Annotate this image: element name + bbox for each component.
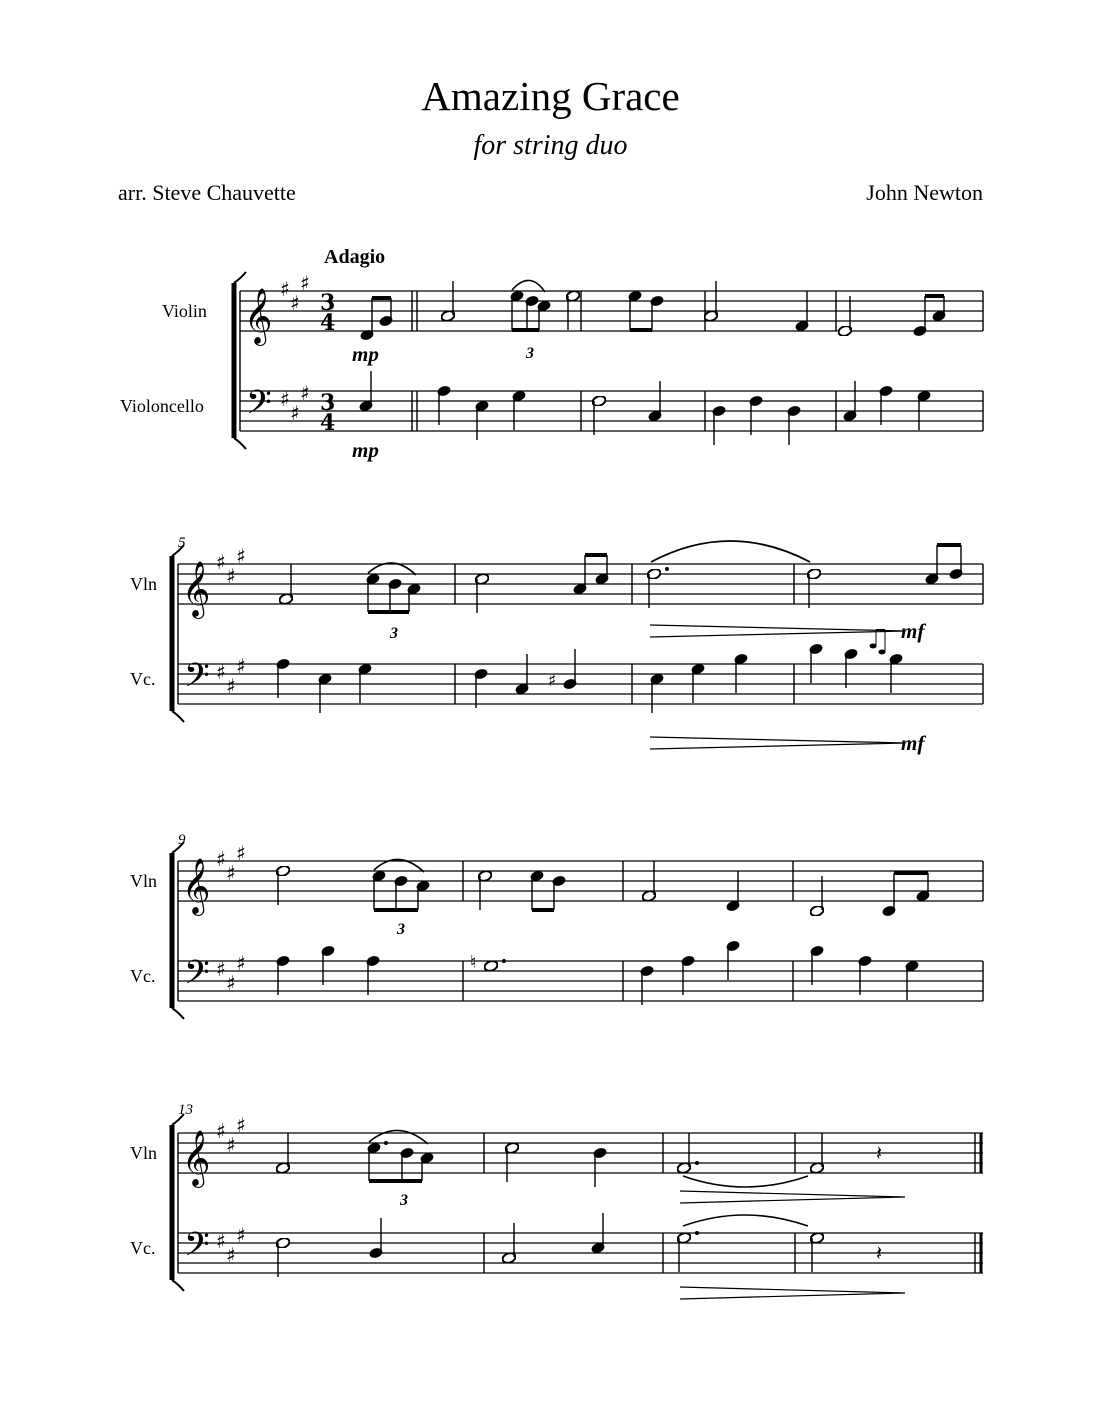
svg-text:♯: ♯ <box>216 847 226 871</box>
svg-text:♯: ♯ <box>280 277 290 301</box>
svg-text:♯: ♯ <box>236 544 246 568</box>
bass-clef: 𝄢 <box>246 384 272 430</box>
time-sig-top-cello: 3 <box>320 390 336 416</box>
svg-text:♯: ♯ <box>236 654 246 678</box>
svg-text:𝄞: 𝄞 <box>182 561 211 617</box>
svg-text:𝄽: 𝄽 <box>876 1141 883 1165</box>
svg-text:𝄽: 𝄽 <box>876 1241 883 1265</box>
dynamic-mf-violin: mf <box>901 619 925 643</box>
system-3 <box>130 832 983 1019</box>
svg-text:♯: ♯ <box>216 550 226 574</box>
violin-notes-s4 <box>275 1130 905 1209</box>
cello-notes-s3 <box>275 939 920 1005</box>
score-subtitle: for string duo <box>473 130 628 161</box>
svg-text:♯: ♯ <box>216 660 226 684</box>
time-sig-bottom: 4 <box>320 310 336 336</box>
measure-number-9: 9 <box>178 832 186 848</box>
cello-label: Violoncello <box>120 396 204 416</box>
tuplet-label-m13: 3 <box>400 1192 408 1209</box>
tempo-marking: Adagio <box>324 246 386 268</box>
tuplet-label-m5: 3 <box>390 625 398 642</box>
dynamic-mp-cello: mp <box>352 438 379 462</box>
svg-text:♯: ♯ <box>226 564 236 588</box>
system-2 <box>130 535 983 755</box>
svg-text:♯: ♯ <box>548 671 557 691</box>
svg-text:♯: ♯ <box>226 1243 236 1267</box>
cello-label-s2: Vc. <box>130 669 156 689</box>
system-4 <box>130 1102 983 1299</box>
svg-text:♯: ♯ <box>216 957 226 981</box>
svg-text:♯: ♯ <box>290 401 300 425</box>
svg-text:♯: ♯ <box>216 1229 226 1253</box>
cello-notes-s1 <box>358 371 932 445</box>
measure-number-5: 5 <box>178 535 186 551</box>
dynamic-mf-cello: mf <box>901 731 925 755</box>
svg-text:♯: ♯ <box>236 1113 246 1137</box>
dynamic-mp-violin: mp <box>352 342 379 366</box>
svg-text:♯: ♯ <box>226 674 236 698</box>
svg-text:♯: ♯ <box>216 1119 226 1143</box>
tuplet-label-m9: 3 <box>397 921 405 938</box>
svg-text:𝄢: 𝄢 <box>184 954 210 1000</box>
violin-label-s4: Vln <box>130 1143 157 1163</box>
tuplet-label: 3 <box>526 345 534 362</box>
measure-number-13: 13 <box>178 1102 193 1118</box>
cello-notes-s4 <box>275 1213 905 1299</box>
treble-clef: 𝄞 <box>244 288 273 344</box>
svg-text:♯: ♯ <box>280 387 290 411</box>
svg-text:𝄞: 𝄞 <box>182 1130 211 1186</box>
svg-text:𝄢: 𝄢 <box>184 1226 210 1272</box>
svg-text:♯: ♯ <box>236 951 246 975</box>
svg-text:♯: ♯ <box>226 1133 236 1157</box>
cello-label-s3: Vc. <box>130 966 156 986</box>
svg-text:♯: ♯ <box>236 841 246 865</box>
svg-text:♯: ♯ <box>226 971 236 995</box>
svg-text:♯: ♯ <box>226 861 236 885</box>
score-title: Amazing Grace <box>421 73 680 119</box>
violin-label-s2: Vln <box>130 574 157 594</box>
arranger-credit: arr. Steve Chauvette <box>118 180 296 205</box>
violin-label: Violin <box>162 301 207 321</box>
svg-text:♯: ♯ <box>300 381 310 405</box>
violin-label-s3: Vln <box>130 871 157 891</box>
svg-text:♯: ♯ <box>290 291 300 315</box>
svg-text:𝄞: 𝄞 <box>182 858 211 914</box>
svg-text:♯: ♯ <box>236 1223 246 1247</box>
time-sig-top: 3 <box>320 290 336 316</box>
time-sig-bottom-cello: 4 <box>320 410 336 436</box>
violin-notes-s2 <box>278 541 964 642</box>
svg-text:𝄢: 𝄢 <box>184 657 210 703</box>
system-1 <box>120 271 983 462</box>
composer-credit: John Newton <box>866 180 983 205</box>
cello-notes-s2 <box>275 630 905 749</box>
svg-text:♯: ♯ <box>300 271 310 295</box>
svg-text:♮: ♮ <box>470 952 477 973</box>
cello-label-s4: Vc. <box>130 1238 156 1258</box>
